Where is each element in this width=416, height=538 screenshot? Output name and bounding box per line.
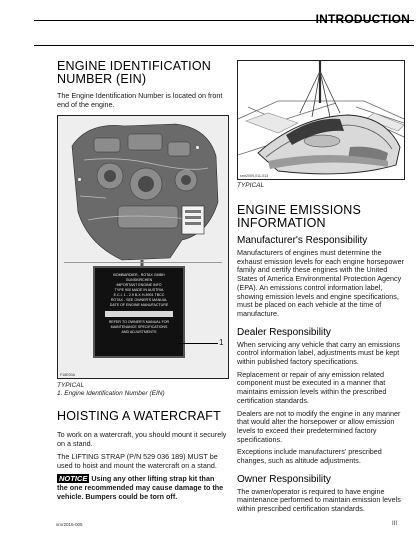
hoist-caption-typical: TYPICAL (237, 182, 265, 189)
figure-id: F18E00A (60, 373, 75, 378)
dealer-paragraph-4: Exceptions include manufacturers' prescribed changes, such as altitude adjustments. (237, 447, 382, 466)
callout-line (178, 343, 218, 344)
dealer-heading: Dealer Responsibility (237, 326, 331, 338)
engine-caption-typical: TYPICAL (57, 382, 85, 390)
notice-text: Using any other lifting strap kit than the one recommended may cause damage to the vehicle. Bumpers could be torn off. (57, 474, 224, 501)
dealer-paragraph-1: When servicing any vehicle that carry an emissions control information label, adjustments must be kept within published factory specifications. (237, 339, 400, 367)
label-line: IMPORTANT ENGINE INFO (116, 283, 162, 288)
dealer-paragraph-2: Replacement or repair of any emission related component must be executed in a manner that maintains emission levels within the prescribed certification standards. (237, 369, 387, 405)
ein-heading: ENGINE IDENTIFICATION NUMBER (EIN) (57, 59, 211, 86)
ein-number-field (105, 311, 173, 317)
footer-doc-code: smr2016-005 (56, 522, 83, 527)
hoisting-heading: HOISTING A WATERCRAFT (57, 409, 221, 424)
label-line: TYPE 900 MADE IN AUSTRIA (114, 288, 164, 293)
ein-paragraph: The Engine Identification Number is located on front end of the engine. (57, 91, 223, 109)
callout-number: 1 (219, 338, 224, 348)
hoisting-paragraph-1: To work on a watercraft, you should mount it securely on a stand. (57, 430, 227, 449)
label-line: AND ADJUSTMENTS (121, 330, 157, 335)
label-line: MAINTENANCE SPECIFICATIONS (110, 325, 168, 330)
label-line: DATE OF ENGINE MANUFACTURE (109, 303, 169, 308)
right-column (237, 60, 405, 514)
owner-paragraph: The owner/operator is required to have engine maintenance performed to maintain emission levels within prescribed certification standards. (237, 486, 401, 514)
watercraft-hoist-illustration (238, 61, 404, 179)
notice-paragraph (57, 474, 227, 501)
ein-label-plate (93, 266, 185, 358)
label-line: BOMBARDIER - ROTAX GMBH (113, 273, 165, 278)
manufacturer-paragraph: Manufacturers of engines must determine the exhaust emission levels for each engine horsepower family and certify these engines with the United States of America Environmental Protection Agency (EPA). An emissions control information label, showing emission levels and engine specifications, must be placed on each vehicle at the time of manufacture. (237, 248, 405, 318)
engine-figure (57, 115, 229, 379)
dealer-paragraph-3: Dealers are not to modify the engine in any manner that would alter the horsepower or allow emission levels to exceed their predetermined factory specifications. (237, 408, 401, 444)
manufacturer-heading: Manufacturer's Responsibility (237, 235, 368, 246)
page-header (34, 10, 414, 46)
emissions-heading: ENGINE EMISSIONS INFORMATION (237, 203, 362, 230)
engine-caption-item: 1. Engine Identification Number (EIN) (57, 390, 165, 398)
label-line: ROTAX - SEE OWNER'S MANUAL (110, 298, 168, 303)
left-column (57, 60, 227, 501)
label-line: GUNSKIRCHEN (125, 278, 153, 283)
notice-badge: NOTICE (59, 474, 88, 484)
owner-heading: Owner Responsibility (237, 473, 331, 485)
label-line: REFER TO OWNER'S MANUAL FOR (108, 320, 170, 325)
hoist-figure (237, 60, 405, 180)
hoisting-paragraph-2: The LIFTING STRAP (P/N 529 036 189) MUST be used to hoist and mount the watercraft on a stand. (57, 451, 218, 470)
section-title: INTRODUCTION (315, 12, 410, 26)
footer-page-number: III (392, 521, 398, 527)
label-line: E.C.I. 1 - 2.9 B-X H-8901 TBCC (113, 293, 165, 298)
figure-id: smr2009-011-013 (240, 174, 269, 178)
